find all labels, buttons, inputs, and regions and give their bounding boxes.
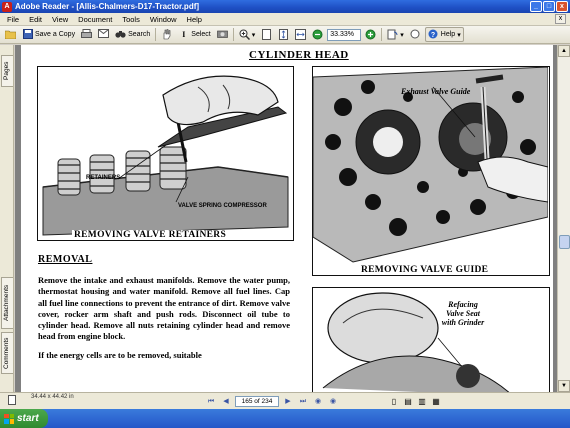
help-icon (428, 29, 439, 40)
title-bar[interactable] (0, 0, 570, 13)
scroll-thumb[interactable] (559, 235, 570, 249)
minimize-button[interactable]: _ (530, 1, 542, 12)
continuous-icon: ▤ (404, 397, 412, 406)
refacing-illustration (313, 288, 548, 392)
page-size-readout: 34.44 x 44.42 in (31, 394, 74, 400)
menu-edit[interactable]: Edit (29, 14, 43, 24)
refacing-label-line3: with Grinder (441, 318, 485, 327)
document-close-button[interactable]: x (555, 14, 566, 24)
windows-logo-icon (4, 414, 14, 424)
compressor-label: VALVE SPRING COMPRESSOR (178, 203, 267, 209)
body-text (38, 275, 290, 368)
camera-icon (217, 29, 228, 40)
valve-retainers-illustration (38, 67, 292, 239)
rotate-button[interactable] (385, 27, 406, 42)
first-page-button[interactable] (205, 396, 217, 407)
figure-valve-retainers (37, 66, 294, 241)
scroll-down-button[interactable] (558, 380, 570, 392)
menu-view[interactable]: View (52, 14, 69, 24)
next-page-button[interactable] (282, 396, 294, 407)
stamp-icon (410, 29, 421, 40)
page-number-field[interactable]: 165 of 234 (235, 396, 279, 407)
next-page-icon: ▶ (285, 398, 291, 405)
previous-view-button[interactable] (312, 396, 324, 407)
comments-tab[interactable]: Comments (1, 332, 13, 374)
energy-cells-paragraph: If the energy cells are to be removed, suitable (38, 349, 202, 360)
select-tool-button[interactable] (176, 27, 212, 42)
continuous-facing-layout-button[interactable] (430, 396, 442, 407)
previous-page-button[interactable] (220, 396, 232, 407)
forward-icon: ◉ (329, 398, 337, 405)
hand-tool-button[interactable] (159, 27, 174, 42)
back-icon: ◉ (314, 398, 322, 405)
refacing-label-line1: Refacing (448, 300, 478, 309)
print-button[interactable] (79, 27, 94, 42)
window-controls (530, 1, 568, 12)
attachments-tab[interactable]: Attachments (1, 277, 13, 329)
page-size-icon (6, 395, 18, 406)
last-page-icon: ⏭ (299, 398, 307, 405)
section-title: REMOVAL (38, 254, 93, 265)
folder-icon (5, 29, 16, 40)
pages-tab[interactable]: Pages (1, 55, 13, 87)
zoom-out-button[interactable] (310, 27, 325, 42)
menu-help[interactable]: Help (186, 14, 202, 24)
document-viewport[interactable] (15, 45, 557, 392)
single-page-icon: ▯ (391, 397, 397, 406)
email-icon (98, 29, 109, 40)
fit-width-button[interactable] (293, 27, 308, 42)
figure-valve-guide (312, 66, 550, 276)
refacing-label (433, 300, 493, 327)
retainers-label: RETAINERS (86, 175, 121, 181)
snapshot-button[interactable] (215, 27, 230, 42)
rotate-dropdown[interactable]: ▾ (400, 31, 404, 39)
fit-page-button[interactable] (276, 27, 291, 42)
windows-taskbar (0, 409, 570, 428)
text-cursor-icon: I (182, 30, 186, 39)
rotate-page-icon (387, 29, 398, 40)
help-button[interactable] (425, 27, 464, 42)
navigation-panel (0, 45, 14, 392)
menu-tools[interactable]: Tools (122, 14, 140, 24)
menu-file[interactable]: File (7, 14, 20, 24)
vertical-scrollbar[interactable] (557, 45, 570, 392)
start-label: start (17, 413, 39, 424)
single-page-layout-button[interactable] (388, 396, 400, 407)
save-copy-button[interactable] (20, 27, 77, 42)
save-copy-label: Save a Copy (35, 31, 76, 38)
figure1-caption: REMOVING VALVE RETAINERS (74, 230, 227, 240)
scroll-up-button[interactable] (558, 45, 570, 57)
printer-icon (81, 29, 92, 40)
exhaust-valve-guide-label: Exhaust Valve Guide (401, 87, 471, 96)
zoom-in-button[interactable] (237, 27, 258, 42)
actual-size-icon (261, 29, 272, 40)
help-dropdown[interactable]: ▾ (457, 31, 461, 39)
plus-circle-icon (365, 29, 376, 40)
previous-page-icon: ◀ (223, 398, 229, 405)
acrobat-icon: A (2, 2, 12, 12)
start-button[interactable] (0, 409, 48, 428)
first-page-icon: ⏮ (207, 398, 215, 405)
hand-icon (161, 29, 172, 40)
pdf-page (21, 45, 553, 392)
zoom-level-field[interactable]: 33.33% (327, 29, 361, 41)
removal-paragraph: Remove the intake and exhaust manifolds. Remove the water pump, thermostat housing and water manifold. Remove all fuel lines. Cap all fuel line connections to prevent the entrance of dirt. Remove valve cover, rocker arm shaft and push rods. Disconnect oil tube to cylinder head. Remove all nuts retaining cylinder head and remove head from engine block. (38, 275, 290, 342)
help-label: Help (440, 31, 456, 38)
next-view-button[interactable] (327, 396, 339, 407)
maximize-button[interactable]: □ (543, 1, 555, 12)
zoom-in-plus-button[interactable] (363, 27, 378, 42)
close-button[interactable]: x (556, 1, 568, 12)
facing-layout-button[interactable] (416, 396, 428, 407)
toolbar-separator (381, 28, 382, 41)
menu-window[interactable]: Window (149, 14, 177, 24)
figure2-caption: REMOVING VALVE GUIDE (361, 265, 489, 275)
continuous-facing-icon: ▦ (432, 397, 440, 406)
tools-button[interactable] (408, 27, 423, 42)
floppy-icon (22, 29, 33, 40)
last-page-button[interactable] (297, 396, 309, 407)
actual-size-button[interactable] (259, 27, 274, 42)
menu-document[interactable]: Document (78, 14, 113, 24)
zoom-tool-dropdown[interactable]: ▾ (251, 31, 256, 39)
open-button[interactable] (3, 27, 18, 42)
email-button[interactable] (96, 27, 111, 42)
toolbar (0, 26, 570, 44)
toolbar-separator (233, 28, 234, 41)
svg-text:?: ? (431, 32, 436, 39)
search-label: Search (128, 31, 151, 38)
scroll-up-arrow-icon: ▲ (561, 48, 567, 54)
figure-refacing-valve-seat (312, 287, 550, 392)
fit-width-icon (295, 29, 306, 40)
fit-page-icon (278, 29, 289, 40)
page-navigation (205, 396, 339, 407)
facing-icon: ▥ (418, 397, 426, 406)
menu-bar (0, 13, 570, 26)
toolbar-separator (155, 28, 156, 41)
continuous-layout-button[interactable] (402, 396, 414, 407)
select-label: Select (191, 31, 211, 38)
status-bar (0, 392, 570, 409)
window-title: Adobe Reader - [Allis-Chalmers-D17-Tractor.pdf] (15, 2, 200, 11)
zoom-out-icon (312, 29, 323, 40)
refacing-label-line2: Valve Seat (446, 309, 480, 318)
zoom-in-icon (239, 29, 250, 40)
binoculars-icon (115, 29, 126, 40)
valve-guide-illustration (313, 67, 548, 267)
page-heading: CYLINDER HEAD (249, 49, 349, 61)
scroll-down-arrow-icon: ▼ (561, 383, 567, 389)
search-button[interactable] (113, 27, 152, 42)
